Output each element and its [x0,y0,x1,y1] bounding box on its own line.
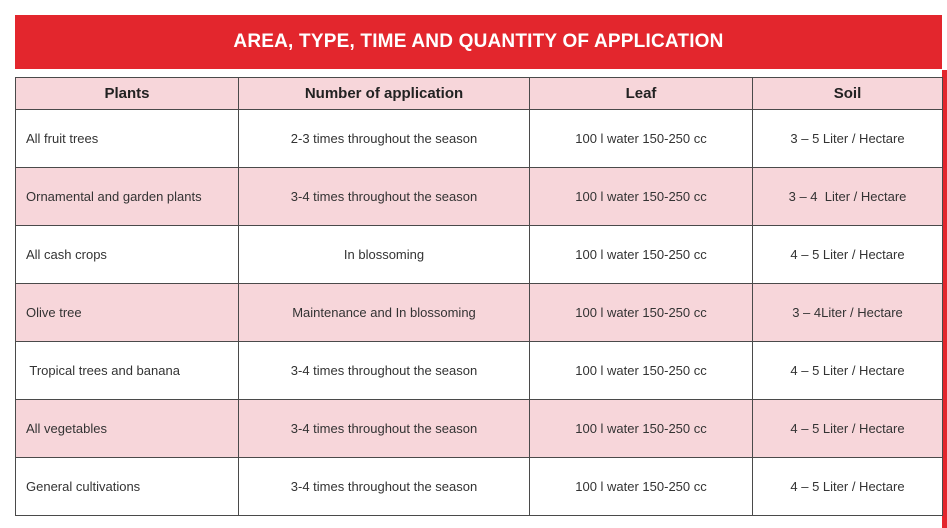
table-row [16,400,943,458]
cell-soil: 3 – 5 Liter / Hectare [753,110,943,168]
cell-number: 3-4 times throughout the season [239,168,530,226]
cell-number: 3-4 times throughout the season [239,342,530,400]
cell-plants: Olive tree [16,284,239,342]
cell-leaf: 100 l water 150-250 cc [530,168,753,226]
cell-soil: 3 – 4Liter / Hectare [753,284,943,342]
table-row [16,226,943,284]
cell-plants: All fruit trees [16,110,239,168]
table-row [16,458,943,516]
application-table [15,77,943,516]
table-row [16,110,943,168]
cell-plants: Ornamental and garden plants [16,168,239,226]
cell-leaf: 100 l water 150-250 cc [530,400,753,458]
cell-number: 3-4 times throughout the season [239,458,530,516]
header-leaf: Leaf [530,78,753,110]
cell-plants: All vegetables [16,400,239,458]
title-banner [15,15,942,69]
cell-number: 2-3 times throughout the season [239,110,530,168]
cell-number: Maintenance and In blossoming [239,284,530,342]
cell-soil: 4 – 5 Liter / Hectare [753,226,943,284]
cell-soil: 4 – 5 Liter / Hectare [753,400,943,458]
header-soil: Soil [753,78,943,110]
cell-plants: Tropical trees and banana [16,342,239,400]
header-number-of-application: Number of application [239,78,530,110]
cell-leaf: 100 l water 150-250 cc [530,110,753,168]
table-row [16,284,943,342]
header-plants: Plants [16,78,239,110]
cell-plants: General cultivations [16,458,239,516]
table-header-row [16,78,943,110]
table-row [16,168,943,226]
cell-soil: 4 – 5 Liter / Hectare [753,458,943,516]
cell-leaf: 100 l water 150-250 cc [530,226,753,284]
cell-leaf: 100 l water 150-250 cc [530,342,753,400]
cell-number: In blossoming [239,226,530,284]
page-title: AREA, TYPE, TIME AND QUANTITY OF APPLICATION [233,31,724,52]
table-row [16,342,943,400]
cell-soil: 3 – 4 Liter / Hectare [753,168,943,226]
cell-soil: 4 – 5 Liter / Hectare [753,342,943,400]
cell-plants: All cash crops [16,226,239,284]
cell-number: 3-4 times throughout the season [239,400,530,458]
cell-leaf: 100 l water 150-250 cc [530,284,753,342]
cell-leaf: 100 l water 150-250 cc [530,458,753,516]
